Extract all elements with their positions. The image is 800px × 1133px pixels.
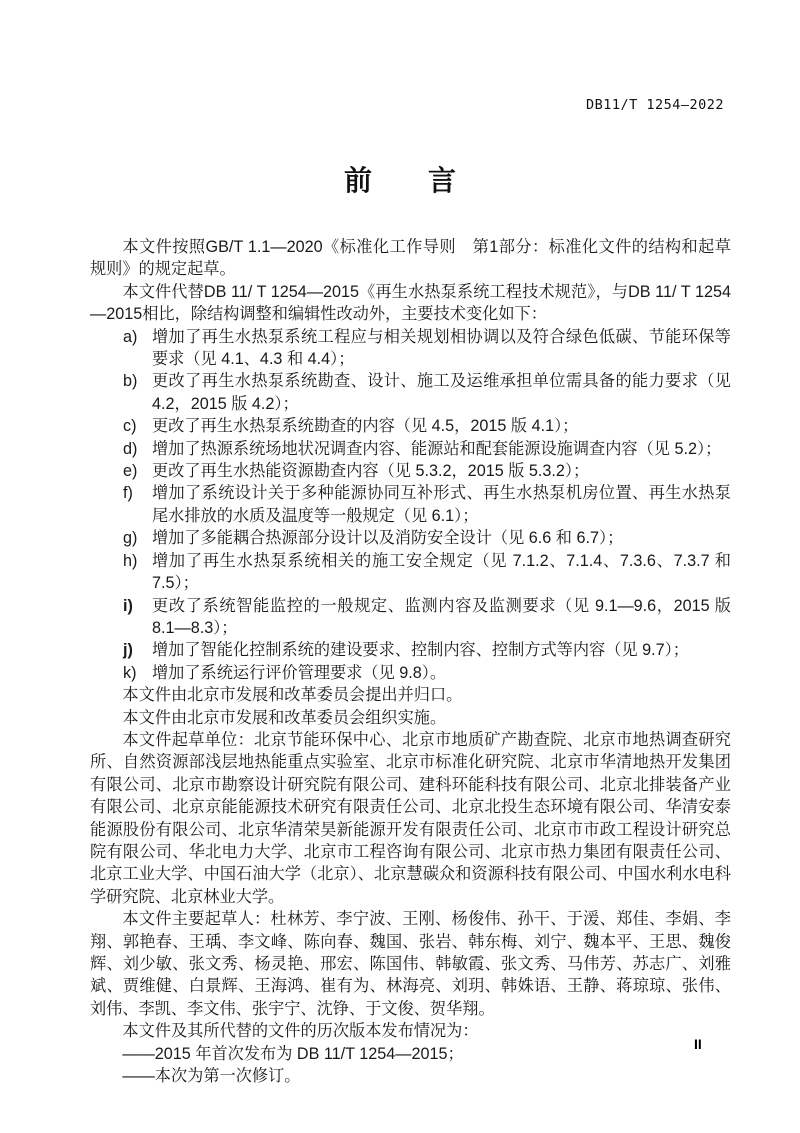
technical-change-list bbox=[90, 326, 731, 685]
change-item-g bbox=[90, 527, 731, 549]
paragraph-drafting-units: 本文件起草单位：北京节能环保中心、北京市地质矿产勘查院、北京市地热调查研究所、自然资源部浅层地热能重点实验室、北京市标准化研究院、北京市华清地热开发集团有限公司、北京市勘察设计研究院有限公司、建科环能科技有限公司、北京北排装备产业有限公司、北京京能能源技术研究有限责任公司、北京北投生态环境有限公司、华清安泰能源股份有限公司、北京华清荣昊新能源开发有限责任公司、北京市市政工程设计研究总院有限公司、华北电力大学、北京市工程咨询有限公司、北京市热力集团有限责任公司、北京工业大学、中国石油大学（北京）、北京慧碳众和资源科技有限公司、中国水利水电科学研究院、北京林业大学。 bbox=[90, 730, 731, 906]
paragraph-implemented-by: 本文件由北京市发展和改革委员会组织实施。 bbox=[122, 708, 447, 727]
change-item-text: 更改了再生水热泵系统勘查、设计、施工及运维承担单位需具备的能力要求（见 4.2，2015 版 4.2）； bbox=[152, 372, 731, 413]
change-item-text: 更改了再生水热能资源勘查内容（见 5.3.2，2015 版 5.3.2）； bbox=[152, 462, 590, 481]
change-item-text: 增加了系统运行评价管理要求（见 9.8）。 bbox=[152, 663, 447, 682]
paragraph-drafters: 本文件主要起草人：杜林芳、李宁波、王刚、杨俊伟、孙干、于湲、郑佳、李娟、李翔、郭艳春、王瑀、李文峰、陈向春、魏国、张岩、韩东梅、刘宁、魏本平、王思、魏俊辉、刘少敏、张文秀、杨灵艳、邢宏、陈国伟、韩敏霞、张文秀、马伟芳、苏志广、刘雅斌、贾维健、白景辉、王海鸿、崔有为、林海亮、刘玥、韩姝语、王静、蒋琼琼、张伟、刘伟、李凯、李文伟、张宇宁、沈铮、于文俊、贺华翔。 bbox=[90, 910, 731, 1018]
change-item-f bbox=[90, 482, 731, 527]
history-line-first-release: ——2015 年首次发布为 DB 11/T 1254—2015； bbox=[122, 1044, 464, 1063]
change-item-e bbox=[90, 460, 731, 482]
foreword-content bbox=[90, 236, 731, 1087]
change-item-h bbox=[90, 550, 731, 595]
change-item-label: i) bbox=[123, 596, 133, 615]
page-title: 前 言 bbox=[343, 165, 456, 196]
paragraph-history-intro: 本文件及其所代替的文件的历次版本发布情况为： bbox=[122, 1022, 479, 1041]
document-code: DB11/T 1254—2022 bbox=[585, 97, 724, 113]
change-item-text: 增加了系统设计关于多种能源协同互补形式、再生水热泵机房位置、再生水热泵尾水排放的水质及温度等一般规定（见 6.1）； bbox=[152, 484, 731, 525]
change-item-label: j) bbox=[123, 641, 133, 660]
paragraph-drafting-basis: 本文件按照GB/T 1.1—2020《标准化工作导则 第1部分：标准化文件的结构和起草规则》的规定起草。 bbox=[90, 238, 731, 279]
change-item-text: 增加了智能化控制系统的建设要求、控制内容、控制方式等内容（见 9.7）； bbox=[152, 641, 689, 660]
change-item-text: 增加了再生水热泵系统工程应与相关规划相协调以及符合绿色低碳、节能环保等要求（见 4.1、4.3 和 4.4）； bbox=[152, 327, 731, 369]
paragraph-replacement-note: 本文件代替DB 11/ T 1254—2015《再生水热泵系统工程技术规范》，与DB 11/ T 1254—2015相比，除结构调整和编辑性改动外，主要技术变化如下： bbox=[90, 282, 731, 324]
change-item-label: e) bbox=[123, 462, 138, 481]
change-item-label: d) bbox=[123, 439, 138, 458]
paragraph-proposed-by: 本文件由北京市发展和改革委员会提出并归口。 bbox=[122, 686, 463, 705]
change-item-j bbox=[90, 639, 731, 661]
change-item-b bbox=[90, 370, 731, 415]
change-item-text: 增加了热源系统场地状况调查内容、能源站和配套能源设施调查内容（见 5.2）； bbox=[152, 439, 722, 458]
history-line-first-revision: ——本次为第一次修订。 bbox=[122, 1067, 301, 1086]
change-item-label: c) bbox=[123, 417, 137, 436]
change-item-label: g) bbox=[123, 529, 138, 548]
change-item-a bbox=[90, 326, 731, 371]
change-item-label: b) bbox=[123, 372, 138, 391]
change-item-i bbox=[90, 595, 731, 640]
change-item-label: a) bbox=[123, 327, 138, 346]
change-item-d bbox=[90, 438, 731, 460]
change-item-label: k) bbox=[123, 663, 137, 682]
change-item-k bbox=[90, 662, 731, 684]
change-item-text: 增加了再生水热泵系统相关的施工安全规定（见 7.1.2、7.1.4、7.3.6、7.3.7 和 7.5）； bbox=[152, 551, 731, 593]
change-item-text: 更改了再生水热泵系统勘查的内容（见 4.5，2015 版 4.1）； bbox=[152, 417, 579, 436]
change-item-label: f) bbox=[123, 484, 133, 503]
change-item-label: h) bbox=[123, 551, 138, 570]
change-item-c bbox=[90, 415, 731, 437]
page-number: II bbox=[694, 1036, 702, 1052]
change-item-text: 更改了系统智能监控的一般规定、监测内容及监测要求（见 9.1—9.6，2015 版 8.1—8.3）； bbox=[152, 596, 731, 637]
change-item-text: 增加了多能耦合热源部分设计以及消防安全设计（见 6.6 和 6.7）； bbox=[152, 529, 624, 548]
